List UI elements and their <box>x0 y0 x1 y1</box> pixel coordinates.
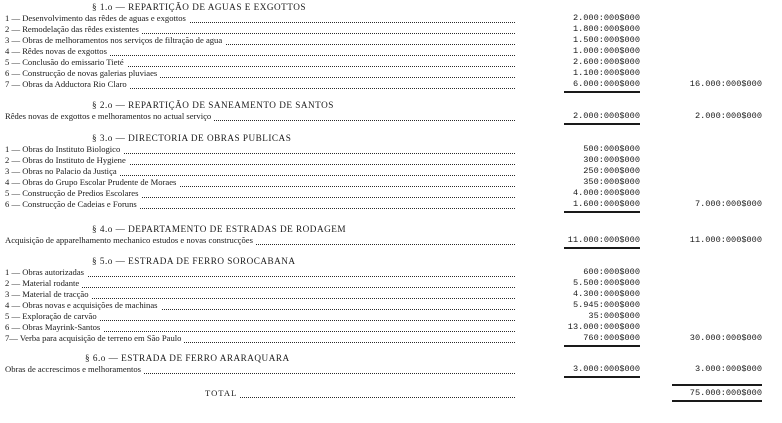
item-amount: 4.000:000$000 <box>572 188 640 198</box>
budget-row <box>0 13 782 23</box>
budget-row <box>0 278 782 288</box>
total-rule-bottom <box>672 400 762 402</box>
section-subtotal: 2.000:000$000 <box>694 111 762 121</box>
item-amount: 11.000:000$000 <box>567 235 640 245</box>
item-amount: 4.300:000$000 <box>572 289 640 299</box>
item-amount: 13.000:000$000 <box>567 322 640 332</box>
item-description: Rêdes novas de exgottos e melhoramentos no actual serviço <box>5 111 214 121</box>
item-description: 3 — Obras no Palacio da Justiça <box>5 166 120 176</box>
item-description: 4 — Obras do Grupo Escolar Prudente de Moraes <box>5 177 179 187</box>
item-description: 4 — Rêdes novas de exgottos <box>5 46 110 56</box>
item-description: 2 — Remodelação das rêdes existentes <box>5 24 142 34</box>
subtotal-rule <box>564 91 640 93</box>
item-amount: 2.000:000$000 <box>572 13 640 23</box>
subtotal-rule <box>564 376 640 378</box>
item-description: 1 — Obras autorizadas <box>5 267 87 277</box>
budget-row <box>0 57 782 67</box>
item-amount: 600:000$000 <box>583 267 640 277</box>
budget-row <box>0 300 782 310</box>
budget-row <box>0 289 782 299</box>
item-description: 6 — Construcção de novas galerias pluviaes <box>5 68 160 78</box>
budget-row <box>0 155 782 165</box>
item-description: 1 — Desenvolvimento das rêdes de aguas e exgottos <box>5 13 189 23</box>
item-description: 6 — Construcção de Cadeias e Foruns <box>5 199 140 209</box>
total-amount: 75.000:000$000 <box>689 388 762 398</box>
item-amount: 300:000$000 <box>583 155 640 165</box>
item-amount: 250:000$000 <box>583 166 640 176</box>
item-amount: 500:000$000 <box>583 144 640 154</box>
total-row <box>0 388 782 398</box>
budget-row <box>0 144 782 154</box>
budget-row <box>0 177 782 187</box>
subtotal-rule <box>564 247 640 249</box>
item-description: 3 — Obras de melhoramentos nos serviços de filtração de agua <box>5 35 225 45</box>
item-description: 7— Verba para acquisição de terreno em São Paulo <box>5 333 184 343</box>
item-description: 5 — Exploração de carvão <box>5 311 100 321</box>
item-description: 1 — Obras do Instituto Biologico <box>5 144 123 154</box>
item-amount: 2.600:000$000 <box>572 57 640 67</box>
section-subtotal: 3.000:000$000 <box>694 364 762 374</box>
section-heading: § 1.o — REPARTIÇÃO DE AGUAS E EXGOTTOS <box>92 2 306 12</box>
item-amount: 35:000$000 <box>588 311 640 321</box>
item-amount: 1.000:000$000 <box>572 46 640 56</box>
budget-row <box>0 46 782 56</box>
total-label: TOTAL <box>205 388 240 398</box>
section-heading: § 2.o — REPARTIÇÃO DE SANEAMENTO DE SANTOS <box>92 100 334 110</box>
item-description: Acquisição de apparelhamento mechanico estudos e novas construcções <box>5 235 256 245</box>
item-description: 5 — Conclusão do emissario Tieté <box>5 57 127 67</box>
item-amount: 5.945:000$000 <box>572 300 640 310</box>
total-dot-leader <box>205 388 515 398</box>
item-description: 2 — Obras do Instituto de Hygiene <box>5 155 129 165</box>
item-description: 4 — Obras novas e acquisições de machinas <box>5 300 161 310</box>
item-amount: 2.000:000$000 <box>572 111 640 121</box>
section-heading: § 5.o — ESTRADA DE FERRO SOROCABANA <box>92 256 296 266</box>
section-subtotal: 7.000:000$000 <box>694 199 762 209</box>
item-description: 2 — Material rodante <box>5 278 82 288</box>
item-description: 7 — Obras da Adductora Rio Claro <box>5 79 130 89</box>
section-subtotal: 16.000:000$000 <box>689 79 762 89</box>
item-description: 5 — Construcção de Predios Escolares <box>5 188 141 198</box>
section-heading: § 3.o — DIRECTORIA DE OBRAS PUBLICAS <box>92 133 292 143</box>
budget-row <box>0 166 782 176</box>
item-amount: 1.800:000$000 <box>572 24 640 34</box>
item-amount: 6.000:000$000 <box>572 79 640 89</box>
item-amount: 760:000$000 <box>583 333 640 343</box>
section-subtotal: 11.000:000$000 <box>689 235 762 245</box>
total-rule-top <box>672 384 762 386</box>
budget-row <box>0 311 782 321</box>
budget-row <box>0 24 782 34</box>
section-heading: § 6.o — ESTRADA DE FERRO ARARAQUARA <box>85 353 290 363</box>
item-description: 3 — Material de tracção <box>5 289 92 299</box>
budget-row <box>0 267 782 277</box>
section-heading: § 4.o — DEPARTAMENTO DE ESTRADAS DE RODAGEM <box>92 224 346 234</box>
item-amount: 5.500:000$000 <box>572 278 640 288</box>
budget-row <box>0 68 782 78</box>
item-amount: 1.500:000$000 <box>572 35 640 45</box>
item-amount: 3.000:000$000 <box>572 364 640 374</box>
budget-row <box>0 35 782 45</box>
section-subtotal: 30.000:000$000 <box>689 333 762 343</box>
item-amount: 1.600:000$000 <box>572 199 640 209</box>
item-description: Obras de accrescimos e melhoramentos <box>5 364 144 374</box>
budget-row <box>0 322 782 332</box>
subtotal-rule <box>564 123 640 125</box>
item-amount: 1.100:000$000 <box>572 68 640 78</box>
budget-row <box>0 188 782 198</box>
item-description: 6 — Obras Mayrink-Santos <box>5 322 103 332</box>
item-amount: 350:000$000 <box>583 177 640 187</box>
subtotal-rule <box>564 345 640 347</box>
subtotal-rule <box>564 211 640 213</box>
